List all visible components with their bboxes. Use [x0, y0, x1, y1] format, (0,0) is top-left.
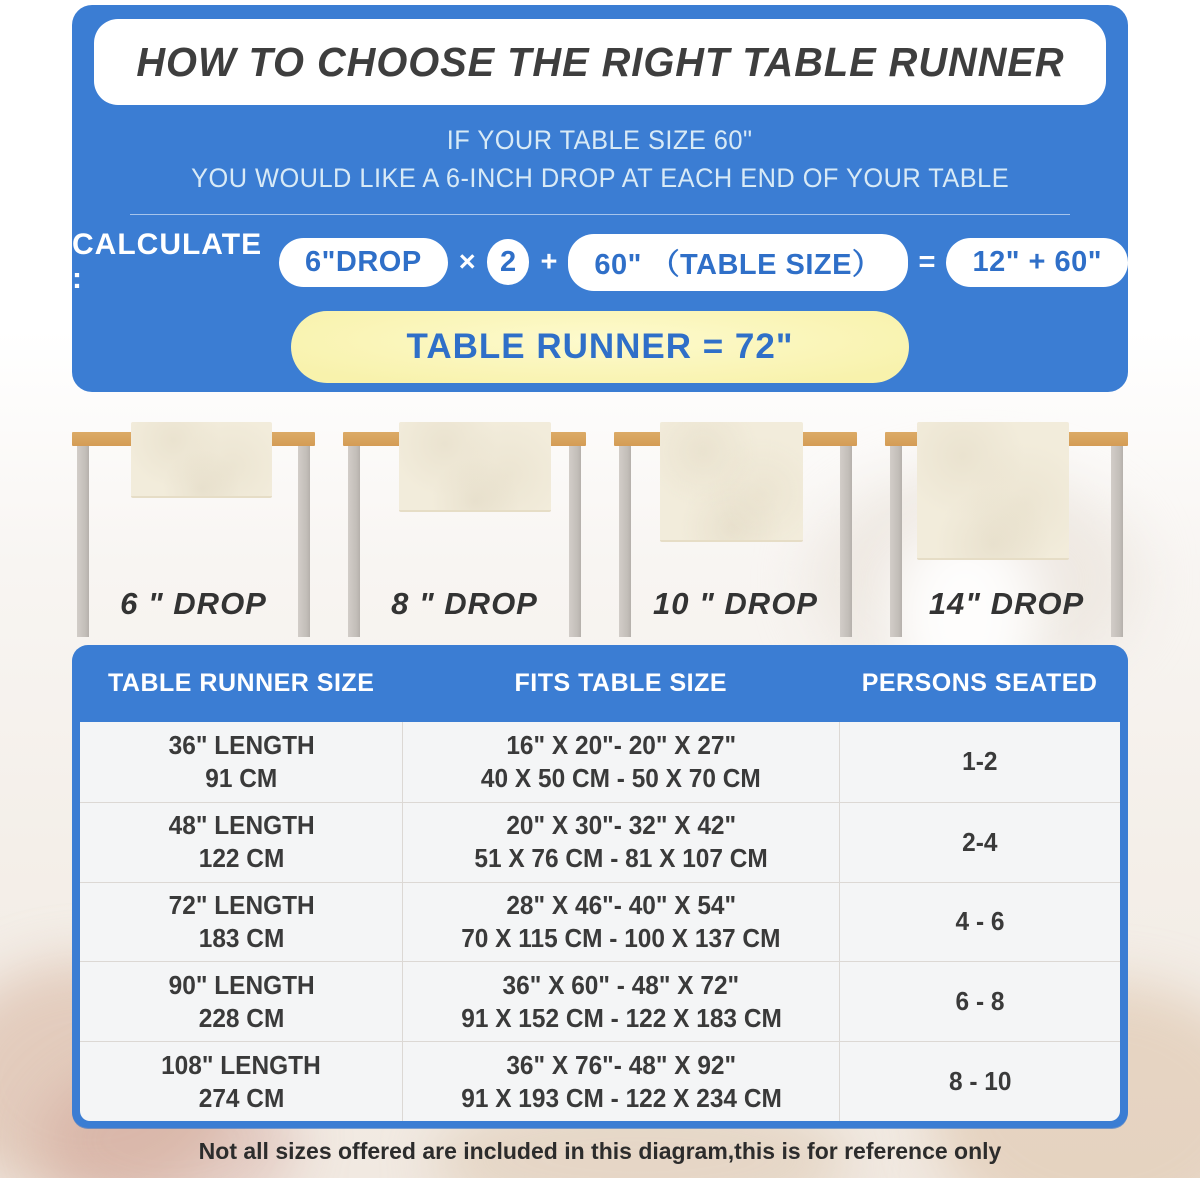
fits-table-cell: 16" X 20"- 20" X 27" 40 X 50 CM - 50 X 70 CM	[402, 722, 839, 802]
calculation-row	[72, 228, 1128, 296]
size-chart-panel	[72, 645, 1128, 1128]
table-size-pill: 60" （TABLE SIZE）	[568, 234, 907, 291]
runner-size-cell: 48" LENGTH 122 CM	[168, 810, 315, 874]
persons-cell: 6 - 8	[839, 962, 1120, 1041]
table-diagram-8in	[329, 418, 600, 648]
subtitle-line-2: YOU WOULD LIKE A 6-INCH DROP AT EACH END OF YOUR TABLE	[190, 163, 1010, 193]
runner-size-cell: 90" LENGTH 228 CM	[168, 969, 315, 1033]
drop-label: 10 " DROP	[653, 586, 818, 621]
column-header-persons: PERSONS SEATED	[861, 669, 1098, 697]
table-runner-illustration	[660, 422, 804, 542]
size-chart-body	[80, 722, 1120, 1121]
drop-label: 14" DROP	[928, 586, 1085, 621]
sum-pill: 12" + 60"	[946, 238, 1128, 287]
table-row	[80, 1041, 1120, 1121]
result-pill	[291, 311, 909, 383]
table-runner-illustration	[131, 422, 272, 498]
persons-cell: 2-4	[839, 803, 1120, 882]
table-diagram-6in	[58, 418, 329, 648]
fits-table-cell: 28" X 46"- 40" X 54" 70 X 115 CM - 100 X 137 CM	[402, 883, 839, 962]
size-chart-header	[80, 645, 1120, 722]
times-operator: ×	[458, 245, 476, 278]
table-row	[80, 961, 1120, 1041]
divider-line	[130, 214, 1070, 215]
fits-table-cell: 36" X 76"- 48" X 92" 91 X 193 CM - 122 X 234 CM	[402, 1042, 839, 1121]
fits-table-cell: 36" X 60" - 48" X 72" 91 X 152 CM - 122 X 183 CM	[402, 962, 839, 1041]
header-panel	[72, 5, 1128, 392]
calculate-label: CALCULATE :	[72, 228, 263, 295]
table-diagram-14in	[871, 418, 1142, 648]
persons-cell: 1-2	[839, 722, 1120, 802]
column-header-fits-table: FITS TABLE SIZE	[514, 669, 728, 697]
plus-operator: +	[540, 245, 558, 278]
drop-value-pill: 6"DROP	[279, 238, 448, 287]
equals-operator: =	[918, 245, 936, 278]
runner-size-cell: 72" LENGTH 183 CM	[168, 889, 315, 953]
column-header-runner-size: TABLE RUNNER SIZE	[108, 669, 375, 697]
multiplier-badge: 2	[487, 239, 530, 285]
table-diagram-10in	[600, 418, 871, 648]
table-runner-illustration	[399, 422, 551, 512]
result-text: TABLE RUNNER = 72"	[406, 327, 794, 366]
reference-note: Not all sizes offered are included in this diagram,this is for reference only	[198, 1138, 1002, 1164]
table-row	[80, 802, 1120, 882]
table-row	[80, 722, 1120, 802]
title-banner	[94, 19, 1106, 105]
drop-label: 6 " DROP	[120, 586, 267, 621]
drop-label: 8 " DROP	[391, 586, 538, 621]
runner-size-cell: 108" LENGTH 274 CM	[161, 1049, 321, 1113]
drop-diagrams	[58, 418, 1142, 648]
runner-size-cell: 36" LENGTH 91 CM	[168, 729, 315, 793]
persons-cell: 8 - 10	[839, 1042, 1120, 1121]
persons-cell: 4 - 6	[839, 883, 1120, 962]
fits-table-cell: 20" X 30"- 32" X 42" 51 X 76 CM - 81 X 107 CM	[402, 803, 839, 882]
table-runner-illustration	[917, 422, 1069, 560]
page-title: HOW TO CHOOSE THE RIGHT TABLE RUNNER	[135, 38, 1065, 85]
table-row	[80, 882, 1120, 962]
subtitle-line-1: IF YOUR TABLE SIZE 60"	[447, 125, 753, 155]
